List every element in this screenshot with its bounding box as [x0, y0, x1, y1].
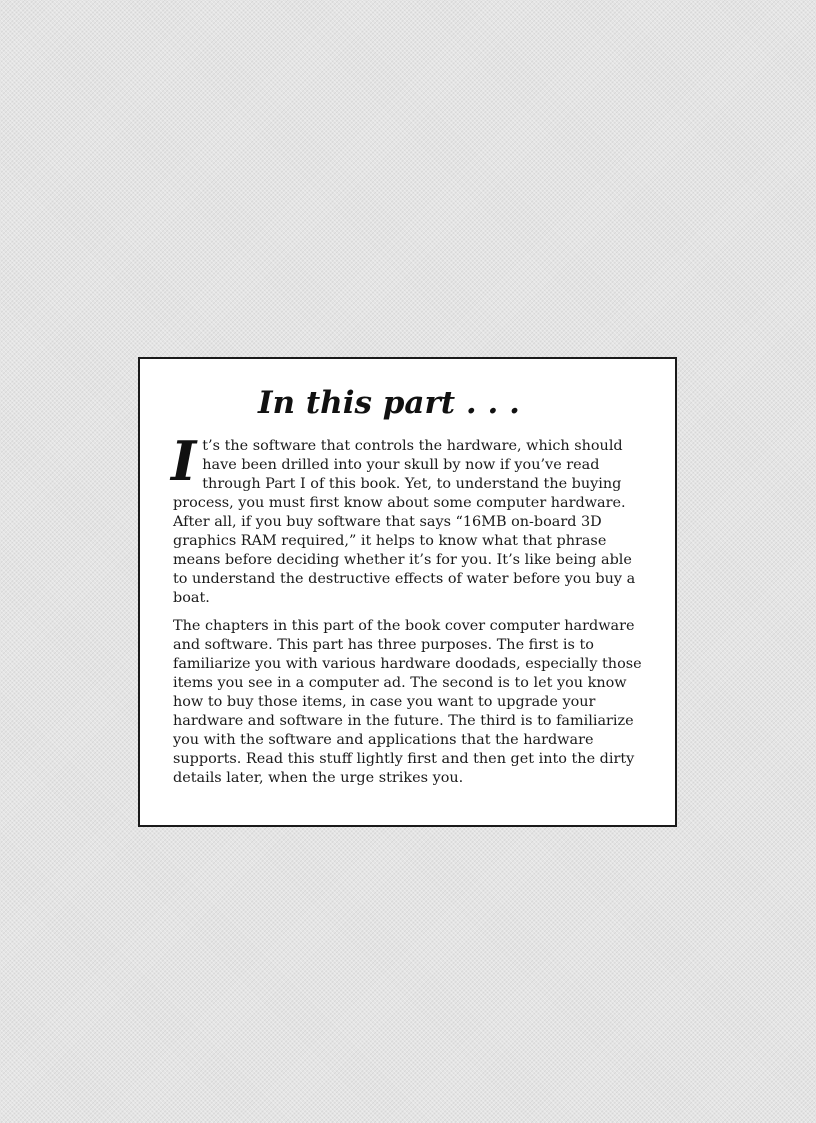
part-intro-text — [171, 429, 649, 788]
purposes-paragraph: The chapters in this part of the book cover computer hardware and software. This part has three purposes. The first is to familiarize you with various hardware doodads, especially those items you see in a computer ad. The second is to let you know how to buy those items, in case you want to upgrade your hardware and software in the future. The third is to familiarize you with the software and applications that the hardware supports. Read this stuff lightly first and then get into the dirty details later, when the urge strikes you. — [173, 618, 642, 786]
intro-paragraph — [171, 429, 649, 608]
part-intro-box — [138, 357, 677, 827]
part-heading: In this part . . . — [258, 385, 520, 421]
intro-paragraph-text: t’s the software that controls the hardware, which should have been drilled into your skull by now if you’ve read through Part I of this book. Yet, to understand the buying process, you must first know about some computer hardware. After all, if you buy software that says “16MB on-board 3D graphics RAM required,” it helps to know what that phrase means before deciding whether it’s for you. It’s like being able to understand the destructive effects of water before you buy a boat. — [173, 438, 636, 606]
drop-cap: I — [171, 429, 197, 493]
